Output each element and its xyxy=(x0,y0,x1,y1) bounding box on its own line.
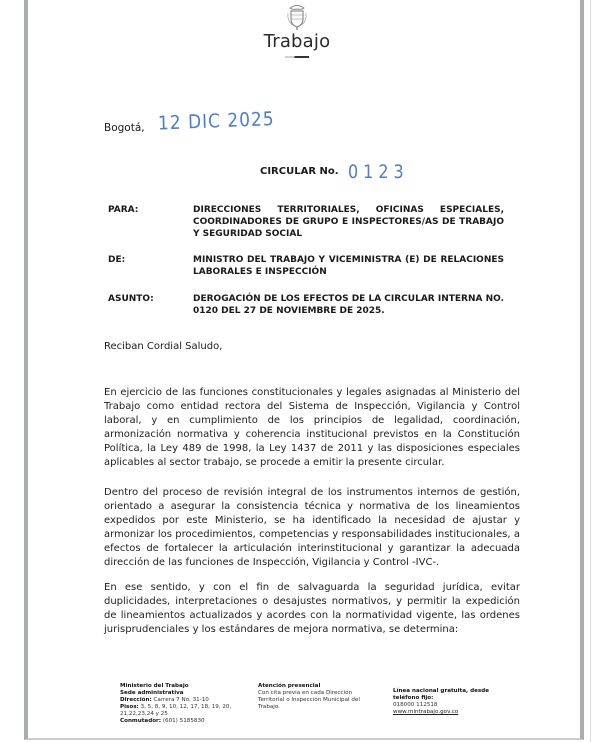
page-edge-divider xyxy=(590,0,591,742)
floors-label: Pisos: xyxy=(120,704,139,710)
field-label: DE: xyxy=(108,255,126,265)
body-paragraph: Dentro del proceso de revisión integral de los instrumentos internos de gestión, orientado a asegurar la consistencia técnica y normativa de los lineamientos expedidos por este Ministerio, se ha identificado la necesidad de ajustar y armonizar los procedimientos, competencias y responsabilidades institucionales, a efectos de fortalecer la articulación interinstitucional y garantizar la adecuada dirección de las funciones de Inspección, Vigilancia y Control -IVC-. xyxy=(104,487,520,569)
logo-underline xyxy=(285,56,309,58)
footer-ministry-info xyxy=(120,683,250,725)
field-value: DIRECCIONES TERRITORIALES, OFICINAS ESPECIALES, COORDINADORES DE GRUPO E INSPECTORES/AS DE TRABAJO Y SEGURIDAD SOCIAL xyxy=(193,205,504,239)
address-label: Dirección: xyxy=(120,697,152,703)
ministry-logo xyxy=(257,4,337,58)
footer-subtitle: Sede administrativa xyxy=(120,690,184,696)
address-value: Carrera 7 No. 31-10 xyxy=(153,697,209,703)
footer-title: Ministerio del Trabajo xyxy=(120,683,189,689)
hotline-phone: 018000 112518 xyxy=(393,702,438,708)
logo-text: Trabajo xyxy=(263,31,331,52)
hotline-title: Línea nacional gratuita, desde teléfono fijo: xyxy=(393,688,489,701)
salutation: Reciban Cordial Saludo, xyxy=(104,341,223,352)
body-paragraph: En ejercicio de las funciones constitucionales y legales asignadas al Ministerio del Trabajo como entidad rectora del Sistema de Inspección, Vigilancia y Control laboral, y en cumplimiento de los principios de legalidad, coordinación, armonización normativa y coherencia institucional previstos en la Constitución Política, la Ley 489 de 1998, la Ley 1437 de 2011 y las disposiciones especiales aplicables al sector trabajo, se procede a emitir la presente circular. xyxy=(104,387,520,469)
body-paragraph: En ese sentido, y con el fin de salvaguarda la seguridad jurídica, evitar duplicidades, interpretaciones o desajustes normativos, y permitir la expedición de lineamientos actualizados y acordes con la normatividad vigente, las ordenes jurisprudenciales y los estándares de mejora normativa, se determina: xyxy=(104,582,520,636)
footer-attention-info xyxy=(258,683,370,711)
footer-contact-info xyxy=(393,688,503,716)
switchboard-label: Conmutador: xyxy=(120,718,162,724)
attention-text: Con cita previa en cada Dirección Territorial o Inspección Municipal del Trabajo. xyxy=(258,690,360,710)
field-value: DEROGACIÓN DE LOS EFECTOS DE LA CIRCULAR INTERNA NO. 0120 DEL 27 DE NOVIEMBRE DE 2025. xyxy=(193,294,504,316)
floors-value: 3, 5, 8, 9, 10, 12, 17, 18, 19, 20, 21,22,23,24 y 25 xyxy=(120,704,232,717)
colombia-coat-of-arms-icon xyxy=(286,4,308,30)
circular-label: CIRCULAR No. xyxy=(260,166,339,177)
city-label: Bogotá, xyxy=(104,122,145,134)
field-label: PARA: xyxy=(108,205,139,215)
date-stamp: 12 DIC 2025 xyxy=(157,108,275,136)
field-label: ASUNTO: xyxy=(108,294,154,304)
attention-title: Atención presencial xyxy=(258,683,321,689)
switchboard-value: (601) 5185830 xyxy=(162,718,205,724)
website-link[interactable]: www.mintrabajo.gov.co xyxy=(393,709,459,715)
circular-number-stamp: 0123 xyxy=(348,160,409,183)
field-value: MINISTRO DEL TRABAJO Y VICEMINISTRA (E) DE RELACIONES LABORALES E INSPECCIÓN xyxy=(193,255,504,277)
